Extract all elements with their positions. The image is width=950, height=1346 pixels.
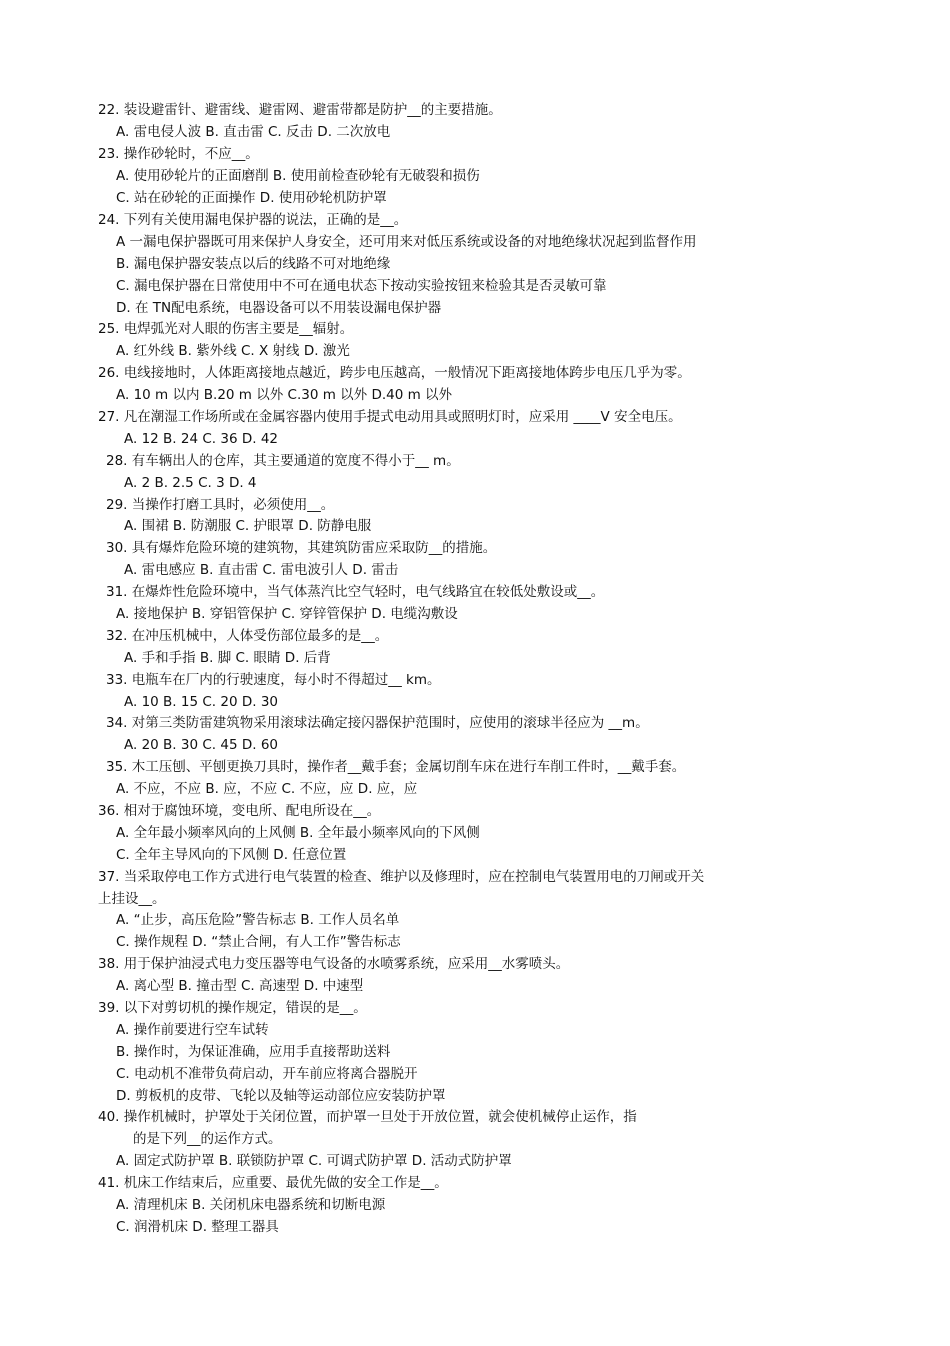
options-26: A. 10 m 以内 B.20 m 以外 C.30 m 以外 D.40 m 以外	[116, 387, 453, 403]
options-22: A. 雷电侵人波 B. 直击雷 C. 反击 D. 二次放电	[116, 124, 391, 140]
question-26: 26. 电线接地时，人体距离接地点越近，跨步电压越高，一般情况下距离接地体跨步电压几乎为零。	[98, 365, 691, 381]
option-39-c: C. 电动机不准带负荷启动，开车前应将离合器脱开	[116, 1066, 418, 1082]
question-36: 36. 相对于腐蚀环境，变电所、配电所设在__。	[98, 803, 381, 819]
option-24-c: C. 漏电保护器在日常使用中不可在通电状态下按动实验按钮来检验其是否灵敏可靠	[116, 278, 607, 294]
options-25: A. 红外线 B. 紫外线 C. X 射线 D. 激光	[116, 343, 350, 359]
question-34: 34. 对第三类防雷建筑物采用滚球法确定接闪器保护范围时，应使用的滚球半径应为 __m。	[106, 715, 649, 731]
option-39-a: A. 操作前要进行空车试转	[116, 1022, 269, 1038]
question-22: 22. 装设避雷针、避雷线、避雷网、避雷带都是防护__的主要措施。	[98, 102, 502, 118]
question-40-cont: 的是下列__的运作方式。	[133, 1131, 282, 1147]
question-33: 33. 电瓶车在厂内的行驶速度，每小时不得超过__ km。	[106, 672, 441, 688]
options-29: A. 围裙 B. 防潮服 C. 护眼罩 D. 防静电服	[124, 518, 372, 534]
option-24-a: A 一漏电保护器既可用来保护人身安全，还可用来对低压系统或设备的对地绝缘状况起到监督作用	[116, 234, 697, 250]
question-23: 23. 操作砂轮时，不应__。	[98, 146, 259, 162]
question-39: 39. 以下对剪切机的操作规定，错误的是__。	[98, 1000, 367, 1016]
question-28: 28. 有车辆出人的仓库，其主要通道的宽度不得小于__ m。	[106, 453, 460, 469]
question-30: 30. 具有爆炸危险环境的建筑物，其建筑防雷应采取防__的措施。	[106, 540, 497, 556]
question-27: 27. 凡在潮湿工作场所或在金属容器内使用手提式电动用具或照明灯时，应采用 ____V 安全电压。	[98, 409, 682, 425]
option-24-d: D. 在 TN配电系统，电器设备可以不用装设漏电保护器	[116, 300, 442, 316]
options-30: A. 雷电感应 B. 直击雷 C. 雷电波引人 D. 雷击	[124, 562, 399, 578]
question-25: 25. 电焊弧光对人眼的伤害主要是__辐射。	[98, 321, 354, 337]
question-29: 29. 当操作打磨工具时，必须使用__。	[106, 497, 335, 513]
options-23-ab: A. 使用砂轮片的正面磨削 B. 使用前检查砂轮有无破裂和损伤	[116, 168, 480, 184]
options-31: A. 接地保护 B. 穿铝管保护 C. 穿锌管保护 D. 电缆沟敷设	[116, 606, 458, 622]
question-31: 31. 在爆炸性危险环境中，当气体蒸汽比空气轻时，电气线路宜在较低处敷设或__。	[106, 584, 605, 600]
question-37: 37. 当采取停电工作方式进行电气装置的检查、维护以及修理时，应在控制电气装置用电的刀闸或开关	[98, 869, 705, 885]
options-37-ab: A. “止步，高压危险”警告标志 B. 工作人员名单	[116, 912, 400, 928]
options-32: A. 手和手指 B. 脚 C. 眼睛 D. 后背	[124, 650, 331, 666]
options-40: A. 固定式防护罩 B. 联锁防护罩 C. 可调式防护罩 D. 活动式防护罩	[116, 1153, 512, 1169]
option-24-b: B. 漏电保护器安装点以后的线路不可对地绝缘	[116, 256, 391, 272]
options-36-cd: C. 全年主导风向的下风侧 D. 任意位置	[116, 847, 347, 863]
options-41-ab: A. 清理机床 B. 关闭机床电器系统和切断电源	[116, 1197, 386, 1213]
question-35: 35. 木工压刨、平刨更换刀具时，操作者__戴手套；金属切削车床在进行车削工件时，__戴手套。	[106, 759, 686, 775]
options-36-ab: A. 全年最小频率风向的上风侧 B. 全年最小频率风向的下风侧	[116, 825, 480, 841]
question-41: 41. 机床工作结束后，应重要、最优先做的安全工作是__。	[98, 1175, 448, 1191]
option-39-d: D. 剪板机的皮带、飞轮以及轴等运动部位应安装防护罩	[116, 1088, 446, 1104]
options-23-cd: C. 站在砂轮的正面操作 D. 使用砂轮机防护罩	[116, 190, 387, 206]
question-24: 24. 下列有关使用漏电保护器的说法，正确的是__。	[98, 212, 408, 228]
question-38: 38. 用于保护油浸式电力变压器等电气设备的水喷雾系统，应采用__水雾喷头。	[98, 956, 570, 972]
options-35: A. 不应，不应 B. 应，不应 C. 不应，应 D. 应，应	[116, 781, 418, 797]
options-37-cd: C. 操作规程 D. “禁止合闸，有人工作”警告标志	[116, 934, 401, 950]
options-28: A. 2 B. 2.5 C. 3 D. 4	[124, 475, 257, 491]
options-34: A. 20 B. 30 C. 45 D. 60	[124, 737, 278, 753]
options-27: A. 12 B. 24 C. 36 D. 42	[124, 431, 278, 447]
options-41-cd: C. 润滑机床 D. 整理工器具	[116, 1219, 279, 1235]
question-37-cont: 上挂设__。	[98, 891, 166, 907]
question-32: 32. 在冲压机械中，人体受伤部位最多的是__。	[106, 628, 389, 644]
options-38: A. 离心型 B. 撞击型 C. 高速型 D. 中速型	[116, 978, 364, 994]
option-39-b: B. 操作时，为保证准确，应用手直接帮助送料	[116, 1044, 391, 1060]
question-40: 40. 操作机械时，护罩处于关闭位置，而护罩一旦处于开放位置，就会使机械停止运作，指	[98, 1109, 637, 1125]
options-33: A. 10 B. 15 C. 20 D. 30	[124, 694, 278, 710]
